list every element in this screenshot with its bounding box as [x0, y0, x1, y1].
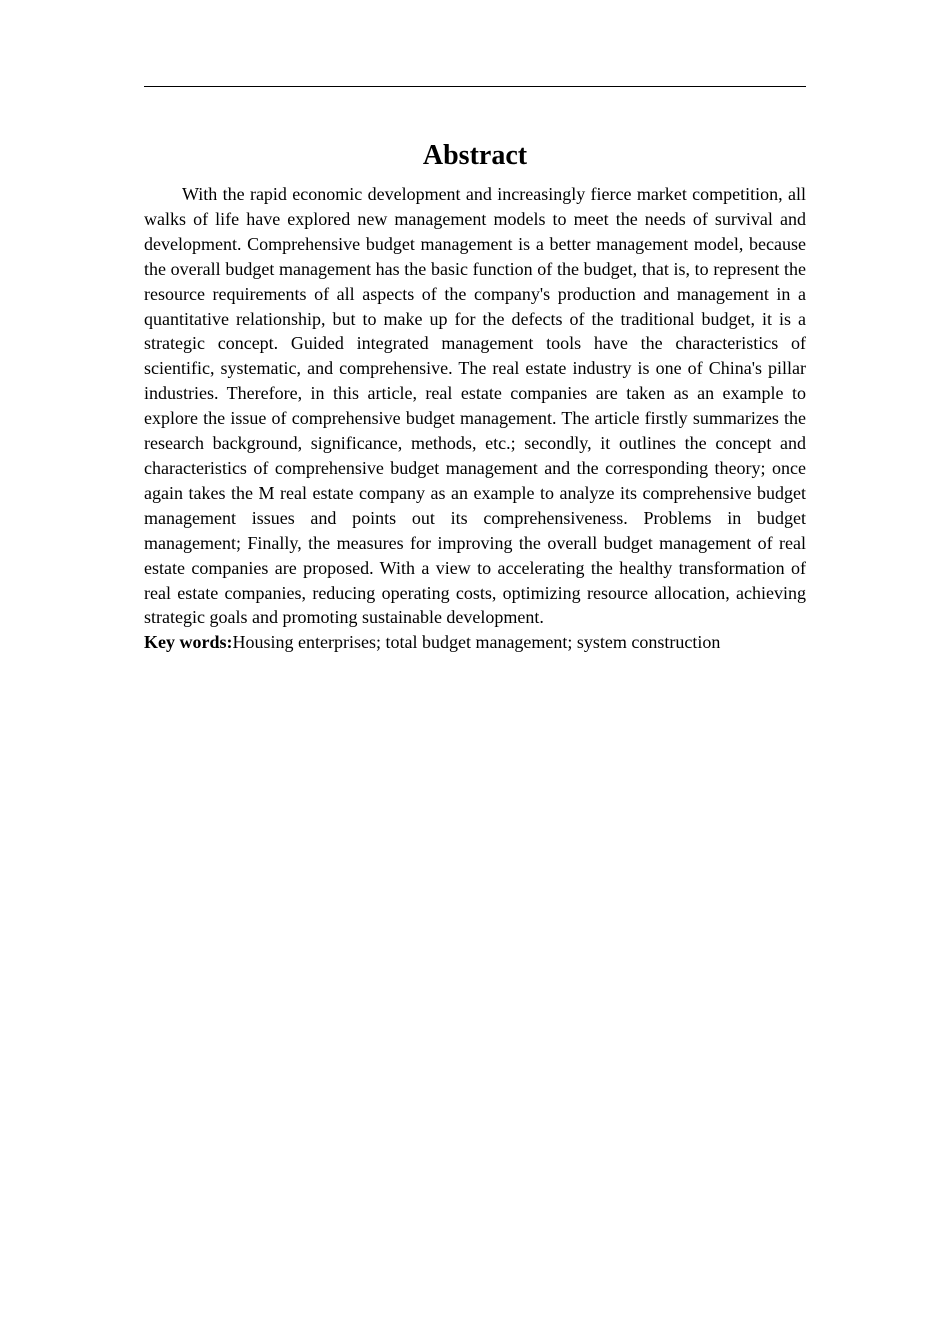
abstract-body: With the rapid economic development and increasingly fierce market competition, all walks of life have explored new management models to meet the needs of survival and development. Comprehensive budget management is a better management model, because the overall budget management has the basic function of the budget, that is, to represent the resource requirements of all aspects of the company's production and management in a quantitative relationship, but to make up for the defects of the traditional budget, it is a strategic concept. Guided integrated management tools have the characteristics of scientific, systematic, and comprehensive. The real estate industry is one of China's pillar industries. Therefore, in this article, real estate companies are taken as an example to explore the issue of comprehensive budget management. The article firstly summarizes the research background, significance, methods, etc.; secondly, it outlines the concept and characteristics of comprehensive budget management and the corresponding theory; once again takes the M real estate company as an example to analyze its comprehensive budget management issues and points out its comprehensiveness. Problems in budget management; Finally, the measures for improving the overall budget management of real estate companies are proposed. With a view to accelerating the healthy transformation of real estate companies, reducing operating costs, optimizing resource allocation, achieving strategic goals and promoting sustainable development. — [144, 184, 806, 628]
abstract-section — [144, 138, 806, 655]
header-rule — [144, 86, 806, 87]
keywords-label: Key words: — [144, 632, 233, 653]
keywords-text: Housing enterprises; total budget management; system construction — [232, 632, 721, 653]
page-title: Abstract — [422, 140, 528, 171]
keywords-line — [144, 630, 806, 655]
